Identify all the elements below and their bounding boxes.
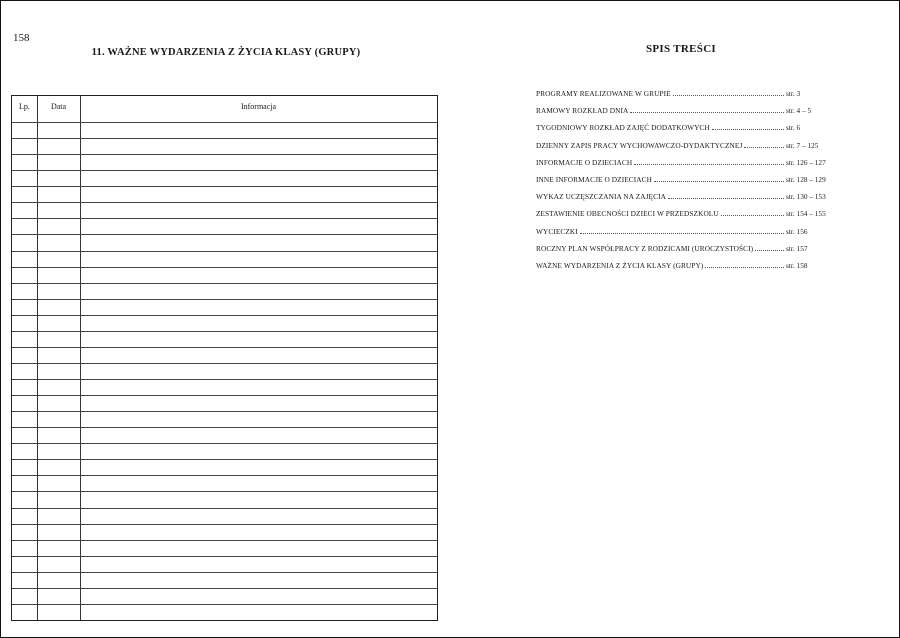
column-divider-data (80, 96, 81, 620)
toc-entry-title: WAŻNE WYDARZENIA Z ŻYCIA KLASY (GRUPY) (536, 260, 704, 270)
table-row-line (12, 154, 437, 155)
toc-entry (536, 141, 826, 158)
table-row-line (12, 411, 437, 412)
toc-entry (536, 209, 826, 226)
table-row-line (12, 186, 437, 187)
toc-title: SPIS TREŚCI (645, 43, 717, 55)
table-row-line (12, 170, 437, 171)
toc-entry-title: WYKAZ UCZĘSZCZANIA NA ZAJĘCIA (536, 192, 666, 202)
toc-dot-leader (755, 245, 784, 251)
toc-entry-title: ROCZNY PLAN WSPÓŁPRACY Z RODZICAMI (UROCZYSTOŚCI) (536, 243, 754, 253)
toc-dot-leader (673, 90, 784, 96)
table-row-line (12, 572, 437, 573)
table-row-line (12, 459, 437, 460)
toc-entry-title: PROGRAMY REALIZOWANE W GRUPIE (536, 89, 671, 98)
toc-dot-leader (705, 262, 784, 268)
toc-dot-leader (712, 124, 784, 130)
toc-entry-title: ZESTAWIENIE OBECNOŚCI DZIECI W PRZEDSZKOLU (536, 209, 719, 219)
toc-entry (536, 175, 826, 192)
table-row-line (12, 524, 437, 525)
table-row-line (12, 491, 437, 492)
table-row-line (12, 122, 437, 123)
table-row-line (12, 202, 437, 203)
toc-entry-pages: str. 157 (786, 243, 808, 253)
toc-entry-title: RAMOWY ROZKŁAD DNIA (536, 106, 629, 116)
section-title: 11. WAŻNE WYDARZENIA Z ŻYCIA KLASY (GRUPY) (91, 47, 361, 58)
table-row-line (12, 347, 437, 348)
table-row-line (12, 218, 437, 219)
toc-entry-title: INFORMACJE O DZIECIACH (536, 157, 633, 167)
table-row-line (12, 251, 437, 252)
toc-entry-pages: str. 3 (786, 89, 801, 98)
table-row-line (12, 283, 437, 284)
toc-entry-title: TYGODNIOWY ROZKŁAD ZAJĘĆ DODATKOWYCH (536, 123, 710, 133)
table-row-line (12, 427, 437, 428)
toc-entry-pages: str. 126 – 127 (786, 157, 826, 167)
toc-entry (536, 261, 826, 278)
toc-entry (536, 89, 826, 106)
toc-entry-pages: str. 128 – 129 (786, 174, 826, 184)
table-row-line (12, 443, 437, 444)
toc-dot-leader (580, 228, 784, 234)
column-divider-lp (37, 96, 38, 620)
toc-entry (536, 158, 826, 175)
table-row-line (12, 588, 437, 589)
table-row-line (12, 299, 437, 300)
table-row-line (12, 379, 437, 380)
table-row-line (12, 363, 437, 364)
toc-entry-title: DZIENNY ZAPIS PRACY WYCHOWAWCZO-DYDAKTYCZNEJ (536, 140, 743, 150)
toc-entry-pages: str. 158 (786, 260, 808, 270)
toc-dot-leader (634, 159, 784, 165)
page-number: 158 (13, 32, 30, 44)
toc-entry-title: WYCIECZKI (536, 226, 578, 236)
toc-entry (536, 244, 826, 261)
table-row-line (12, 267, 437, 268)
toc-entry-pages: str. 154 – 155 (786, 209, 826, 219)
toc-dot-leader (630, 107, 784, 113)
toc-dot-leader (668, 193, 784, 199)
table-row-line (12, 315, 437, 316)
table-row-line (12, 331, 437, 332)
table-row-line (12, 475, 437, 476)
table-row-line (12, 540, 437, 541)
toc-dot-leader (654, 176, 784, 182)
table-of-contents (536, 89, 826, 278)
toc-entry (536, 123, 826, 140)
toc-entry (536, 192, 826, 209)
toc-dot-leader (721, 210, 784, 216)
table-row-line (12, 138, 437, 139)
table-row-line (12, 556, 437, 557)
table-row-line (12, 508, 437, 509)
table-row-line (12, 395, 437, 396)
toc-entry (536, 227, 826, 244)
toc-entry-pages: str. 130 – 153 (786, 192, 826, 202)
toc-entry-title: INNE INFORMACJE O DZIECIACH (536, 174, 653, 184)
column-header-data: Data (50, 102, 67, 111)
table-row-line (12, 604, 437, 605)
toc-dot-leader (744, 142, 784, 148)
toc-entry-pages: str. 4 – 5 (786, 106, 812, 116)
toc-entry-pages: str. 156 (786, 226, 808, 236)
table-row-line (12, 234, 437, 235)
toc-entry-pages: str. 6 (786, 123, 801, 133)
column-header-lp: Lp. (19, 102, 30, 111)
toc-entry-pages: str. 7 – 125 (786, 140, 819, 150)
events-table (11, 95, 438, 621)
column-header-informacja: Informacja (240, 102, 277, 111)
toc-entry (536, 106, 826, 123)
